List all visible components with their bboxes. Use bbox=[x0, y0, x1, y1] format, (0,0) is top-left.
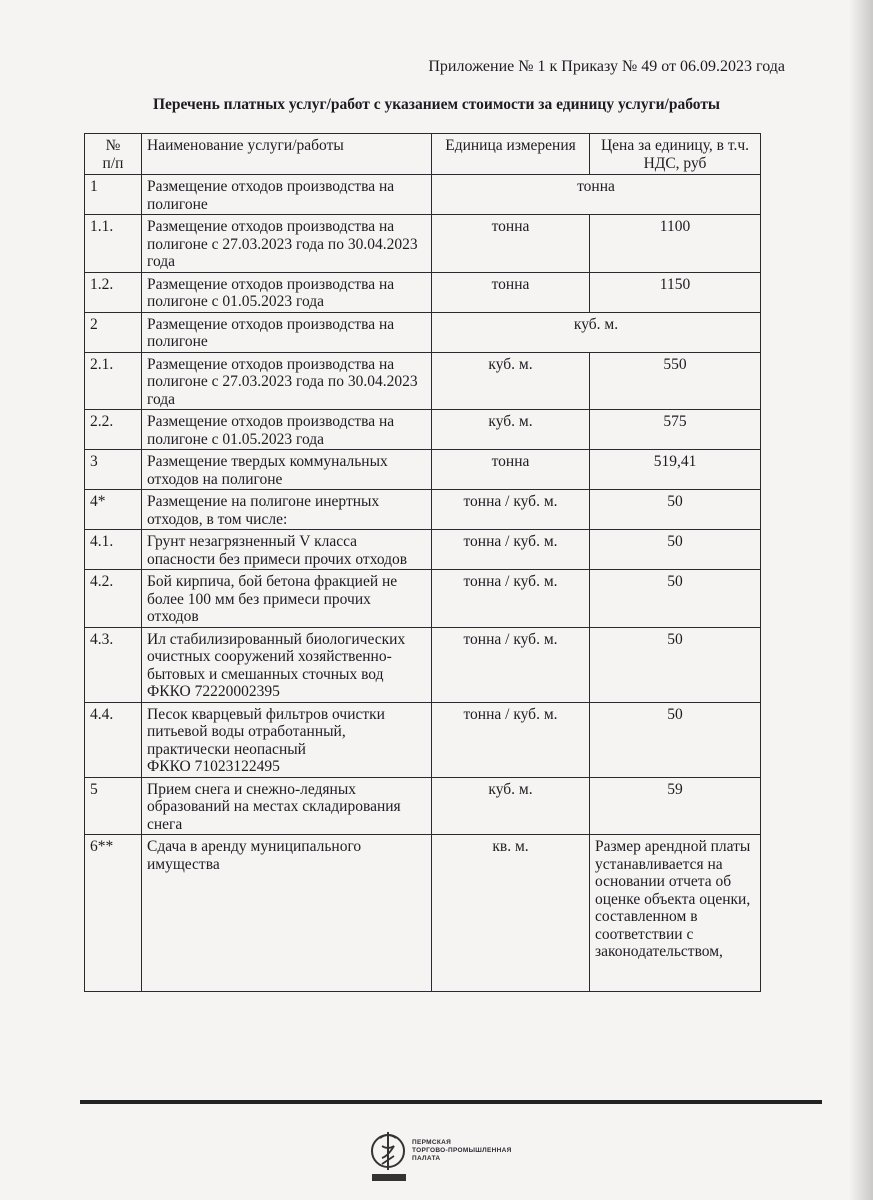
row-name: Бой кирпича, бой бетона фракцией не более 100 мм без примеси прочих отходов bbox=[142, 570, 432, 628]
table-row bbox=[85, 410, 761, 450]
row-price: 50 bbox=[590, 702, 761, 777]
stamp-text: ПЕРМСКАЯ ТОРГОВО-ПРОМЫШЛЕННАЯ ПАЛАТА bbox=[412, 1139, 512, 1162]
row-price: 50 bbox=[590, 490, 761, 530]
row-name: Грунт незагрязненный V класса опасности без примеси прочих отходов bbox=[142, 530, 432, 570]
row-price: 1150 bbox=[590, 272, 761, 312]
header-num: № п/п bbox=[85, 134, 142, 175]
row-name: Размещение отходов производства на полигоне с 27.03.2023 года по 30.04.2023 года bbox=[142, 352, 432, 410]
row-num: 1 bbox=[85, 175, 142, 215]
row-price: 50 bbox=[590, 627, 761, 702]
row-unit: тонна bbox=[432, 272, 590, 312]
row-price: 50 bbox=[590, 570, 761, 628]
header-price: Цена за единицу, в т.ч. НДС, руб bbox=[590, 134, 761, 175]
row-unit: куб. м. bbox=[432, 777, 590, 835]
header-unit: Единица измерения bbox=[432, 134, 590, 175]
table-row bbox=[85, 835, 761, 992]
row-num: 4* bbox=[85, 490, 142, 530]
table-row bbox=[85, 627, 761, 702]
header-name: Наименование услуги/работы bbox=[142, 134, 432, 175]
row-num: 3 bbox=[85, 450, 142, 490]
row-num: 6** bbox=[85, 835, 142, 992]
table-row bbox=[85, 272, 761, 312]
row-unit: куб. м. bbox=[432, 352, 590, 410]
table-row bbox=[85, 702, 761, 777]
table-row bbox=[85, 490, 761, 530]
row-num: 2 bbox=[85, 312, 142, 352]
row-unit: тонна / куб. м. bbox=[432, 530, 590, 570]
row-num: 1.1. bbox=[85, 215, 142, 273]
table-row bbox=[85, 777, 761, 835]
row-unit: тонна / куб. м. bbox=[432, 490, 590, 530]
caduceus-logo-icon bbox=[368, 1122, 412, 1184]
row-num: 5 bbox=[85, 777, 142, 835]
services-table bbox=[84, 133, 761, 992]
table-row bbox=[85, 530, 761, 570]
row-unit: тонна / куб. м. bbox=[432, 627, 590, 702]
row-name: Ил стабилизированный биологических очистных сооружений хозяйственно-бытовых и смешанных сточных вод ФККО 72220002395 bbox=[142, 627, 432, 702]
row-unit: тонна bbox=[432, 450, 590, 490]
chamber-of-commerce-stamp bbox=[368, 1122, 543, 1184]
row-name: Прием снега и снежно-ледяных образований на местах складирования снега bbox=[142, 777, 432, 835]
row-num: 2.2. bbox=[85, 410, 142, 450]
row-unit: куб. м. bbox=[432, 410, 590, 450]
row-num: 4.1. bbox=[85, 530, 142, 570]
row-price: 575 bbox=[590, 410, 761, 450]
header-note: Приложение № 1 к Приказу № 49 от 06.09.2023 года bbox=[428, 58, 785, 75]
table-row bbox=[85, 312, 761, 352]
row-name: Размещение отходов производства на полигоне bbox=[142, 175, 432, 215]
row-price: 59 bbox=[590, 777, 761, 835]
row-unit: кв. м. bbox=[432, 835, 590, 992]
row-name: Размещение отходов производства на полигоне с 27.03.2023 года по 30.04.2023 года bbox=[142, 215, 432, 273]
row-unit: тонна bbox=[432, 175, 761, 215]
row-num: 4.4. bbox=[85, 702, 142, 777]
row-price: 50 bbox=[590, 530, 761, 570]
row-price: 550 bbox=[590, 352, 761, 410]
bottom-rule bbox=[80, 1100, 822, 1104]
row-name: Размещение отходов производства на полигоне с 01.05.2023 года bbox=[142, 410, 432, 450]
row-num: 4.3. bbox=[85, 627, 142, 702]
row-price: 519,41 bbox=[590, 450, 761, 490]
row-num: 1.2. bbox=[85, 272, 142, 312]
row-unit: тонна / куб. м. bbox=[432, 702, 590, 777]
row-name: Размещение твердых коммунальных отходов на полигоне bbox=[142, 450, 432, 490]
row-unit: куб. м. bbox=[432, 312, 761, 352]
scan-edge-shadow bbox=[849, 0, 873, 1200]
row-name: Размещение отходов производства на полигоне bbox=[142, 312, 432, 352]
table-row bbox=[85, 450, 761, 490]
row-num: 2.1. bbox=[85, 352, 142, 410]
row-num: 4.2. bbox=[85, 570, 142, 628]
table-row bbox=[85, 352, 761, 410]
row-name: Размещение на полигоне инертных отходов, в том числе: bbox=[142, 490, 432, 530]
table-row bbox=[85, 215, 761, 273]
row-unit: тонна bbox=[432, 215, 590, 273]
row-name: Размещение отходов производства на полигоне с 01.05.2023 года bbox=[142, 272, 432, 312]
table-row bbox=[85, 175, 761, 215]
row-price: Размер арендной платы устанавливается на основании отчета об оценке объекта оценки, составленном в соответствии с законодательством, bbox=[590, 835, 761, 992]
document-title: Перечень платных услуг/работ с указанием стоимости за единицу услуги/работы bbox=[152, 96, 721, 113]
row-name: Песок кварцевый фильтров очистки питьевой воды отработанный, практически неопасный ФККО 71023122495 bbox=[142, 702, 432, 777]
row-unit: тонна / куб. м. bbox=[432, 570, 590, 628]
row-price: 1100 bbox=[590, 215, 761, 273]
row-name: Сдача в аренду муниципального имущества bbox=[142, 835, 432, 992]
table-header-row bbox=[85, 134, 761, 175]
table-row bbox=[85, 570, 761, 628]
